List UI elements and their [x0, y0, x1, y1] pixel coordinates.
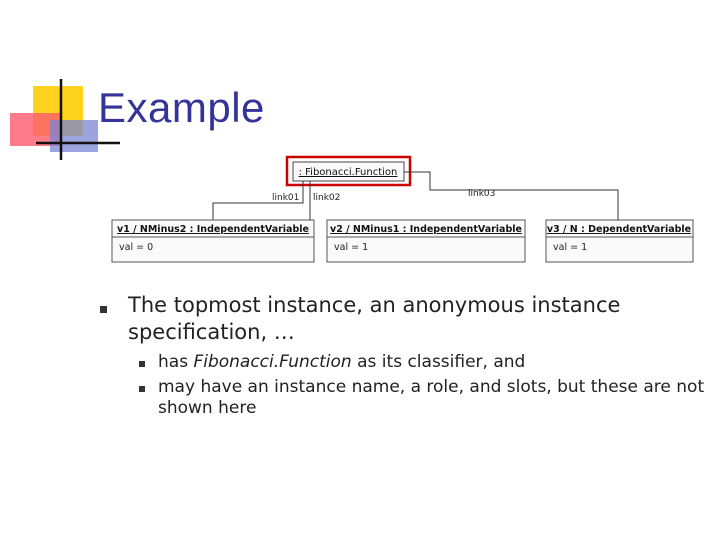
instance-name-v2: v2 / NMinus1 : IndependentVariable: [330, 224, 522, 235]
bullet-square-icon: [100, 306, 107, 313]
instance-name-v3: v3 / N : DependentVariable: [546, 224, 692, 235]
slide-title: Example: [98, 84, 265, 131]
link02-label: link02: [313, 193, 341, 203]
sub-bullet-square-icon: [139, 361, 145, 367]
sub-bullet-1-classifier: Fibonacci.Function: [193, 352, 352, 372]
link01-label: link01: [272, 193, 300, 203]
sub-bullet-1-suffix: as its classifier, and: [351, 352, 526, 372]
sub-bullet-2-text: may have an instance name, a role, and slots, but these are not shown here: [158, 377, 705, 418]
sub-bullet-square-icon: [139, 386, 145, 392]
bullet-main-text: The topmost instance, an anonymous instance specification, …: [128, 293, 621, 344]
bullet-list: [100, 292, 710, 419]
instance-slot-v2: val = 1: [334, 242, 369, 253]
link03-label: link03: [468, 189, 496, 199]
instance-slot-v1: val = 0: [119, 242, 154, 253]
instance-name-v1: v1 / NMinus2 : IndependentVariable: [117, 224, 309, 235]
sub-bullet-classifier: [100, 352, 710, 373]
bullet-main: [100, 292, 710, 346]
sub-bullet-slots: [100, 377, 710, 419]
sub-bullet-1-prefix: has: [158, 352, 194, 372]
link03-line: [404, 172, 618, 222]
instance-slot-v3: val = 1: [553, 242, 588, 253]
top-instance-label: : Fibonacci.Function: [298, 167, 398, 178]
